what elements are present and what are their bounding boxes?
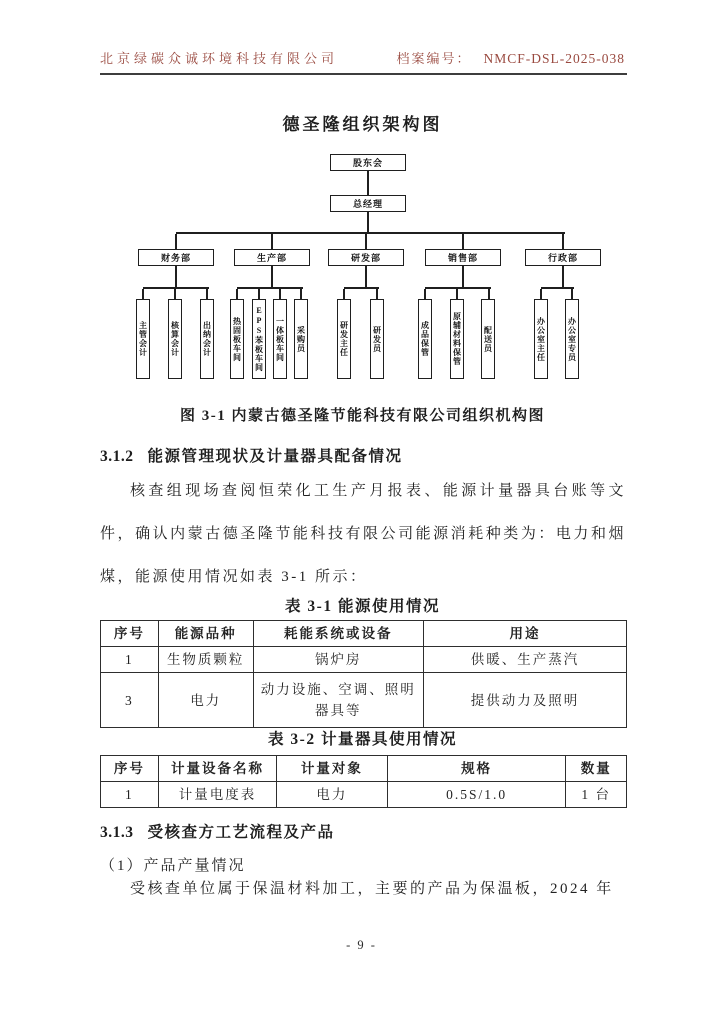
table-row <box>101 647 627 673</box>
table-cell: 电力 <box>158 673 253 728</box>
org-connector <box>541 287 574 289</box>
org-node-dept-finance: 财务部 <box>138 249 214 266</box>
org-node-dept-rnd: 研发部 <box>328 249 404 266</box>
table-header-row <box>101 756 627 782</box>
org-node-leaf: 出纳会计 <box>200 299 214 379</box>
org-connector <box>462 234 464 249</box>
org-connector <box>176 232 565 234</box>
org-node-leaf: 研发主任 <box>337 299 351 379</box>
column-header: 数量 <box>566 756 627 782</box>
org-connector <box>540 289 542 299</box>
section-heading-312 <box>100 444 625 466</box>
org-node-leaf: 配送员 <box>481 299 495 379</box>
sub-heading-product-output: （1）产品产量情况 <box>100 858 246 874</box>
table-cell: 计量电度表 <box>158 782 276 808</box>
org-chart-title: 德圣隆组织架构图 <box>282 115 443 134</box>
org-node-leaf: 办公室专员 <box>565 299 579 379</box>
org-connector <box>174 289 176 299</box>
org-connector <box>365 266 367 287</box>
org-connector <box>562 266 564 287</box>
org-node-leaf: EPS苯板车间 <box>252 299 266 379</box>
table-3-1 <box>100 620 627 728</box>
table-3-2 <box>100 755 627 808</box>
table-cell: 生物质颗粒 <box>158 647 253 673</box>
column-header: 耗能系统或设备 <box>253 621 423 647</box>
org-connector <box>424 289 426 299</box>
paragraph-energy-use: 核查组现场查阅恒荣化工生产月报表、能源计量器具台账等文件，确认内蒙古德圣隆节能科技有限公司能源消耗种类为：电力和烟煤，能源使用情况如表 3-1 所示： <box>100 483 626 585</box>
org-node-dept-admin: 行政部 <box>525 249 601 266</box>
org-connector <box>488 289 490 299</box>
table-row <box>101 673 627 728</box>
org-connector <box>258 289 260 299</box>
column-header: 计量设备名称 <box>158 756 276 782</box>
table-cell: 1 <box>101 782 159 808</box>
org-connector <box>344 287 379 289</box>
org-node-leaf: 采购员 <box>294 299 308 379</box>
org-node-leaf: 原辅材料保管 <box>450 299 464 379</box>
org-connector <box>236 289 238 299</box>
org-node-root: 股东会 <box>330 154 406 171</box>
org-connector <box>365 234 367 249</box>
org-node-manager: 总经理 <box>330 195 406 212</box>
figure-caption: 图 3-1 内蒙古德圣隆节能科技有限公司组织机构图 <box>180 408 545 424</box>
org-node-dept-sales: 销售部 <box>425 249 501 266</box>
org-node-leaf: 主管会计 <box>136 299 150 379</box>
org-connector <box>462 266 464 287</box>
section-number: 3.1.3 <box>100 824 134 841</box>
table-cell: 动力设施、空调、照明器具等 <box>253 673 423 728</box>
header-rule <box>100 73 627 75</box>
org-node-dept-production: 生产部 <box>234 249 310 266</box>
table-cell: 电力 <box>277 782 387 808</box>
table-3-2-title: 表 3-2 计量器具使用情况 <box>268 731 457 748</box>
column-header: 序号 <box>101 756 159 782</box>
org-connector <box>425 287 491 289</box>
column-header: 规格 <box>387 756 566 782</box>
org-connector <box>142 289 144 299</box>
archive-label: 档案编号： <box>396 51 472 66</box>
org-connector <box>562 234 564 249</box>
paragraph-product: 受核查单位属于保温材料加工，主要的产品为保温板，2024 年 <box>130 881 614 897</box>
column-header: 序号 <box>101 621 159 647</box>
page-header <box>100 48 625 67</box>
org-chart <box>90 146 635 392</box>
org-connector <box>300 289 302 299</box>
table-cell: 1 <box>101 647 159 673</box>
org-connector <box>456 289 458 299</box>
table-cell: 1 台 <box>566 782 627 808</box>
section-heading-313 <box>100 820 625 842</box>
table-cell: 提供动力及照明 <box>423 673 626 728</box>
org-node-leaf: 办公室主任 <box>534 299 548 379</box>
org-node-leaf: 成品保管 <box>418 299 432 379</box>
table-cell: 锅炉房 <box>253 647 423 673</box>
org-node-leaf: 研发员 <box>370 299 384 379</box>
org-connector <box>143 287 209 289</box>
org-connector <box>279 289 281 299</box>
section-title: 受核查方工艺流程及产品 <box>147 824 335 841</box>
org-connector <box>175 234 177 249</box>
column-header: 计量对象 <box>277 756 387 782</box>
table-header-row <box>101 621 627 647</box>
org-connector <box>367 212 369 232</box>
org-connector <box>271 266 273 287</box>
org-node-leaf: 一体板车间 <box>273 299 287 379</box>
org-connector <box>376 289 378 299</box>
archive-no-value: NMCF-DSL-2025-038 <box>483 51 625 66</box>
org-connector <box>237 287 303 289</box>
column-header: 用途 <box>423 621 626 647</box>
org-connector <box>367 171 369 195</box>
org-node-leaf: 热固板车间 <box>230 299 244 379</box>
org-connector <box>206 289 208 299</box>
table-3-1-title: 表 3-1 能源使用情况 <box>285 598 440 615</box>
org-connector <box>175 266 177 287</box>
org-connector <box>271 234 273 249</box>
column-header: 能源品种 <box>158 621 253 647</box>
org-connector <box>343 289 345 299</box>
section-number: 3.1.2 <box>100 448 134 465</box>
table-row <box>101 782 627 808</box>
company-name: 北京绿碳众诚环境科技有限公司 <box>100 51 339 66</box>
org-connector <box>571 289 573 299</box>
table-cell: 供暖、生产蒸汽 <box>423 647 626 673</box>
archive-number <box>396 48 625 67</box>
table-cell: 3 <box>101 673 159 728</box>
page-number: - 9 - <box>346 938 377 952</box>
org-node-leaf: 核算会计 <box>168 299 182 379</box>
section-title: 能源管理现状及计量器具配备情况 <box>147 448 403 465</box>
table-cell: 0.5S/1.0 <box>387 782 566 808</box>
